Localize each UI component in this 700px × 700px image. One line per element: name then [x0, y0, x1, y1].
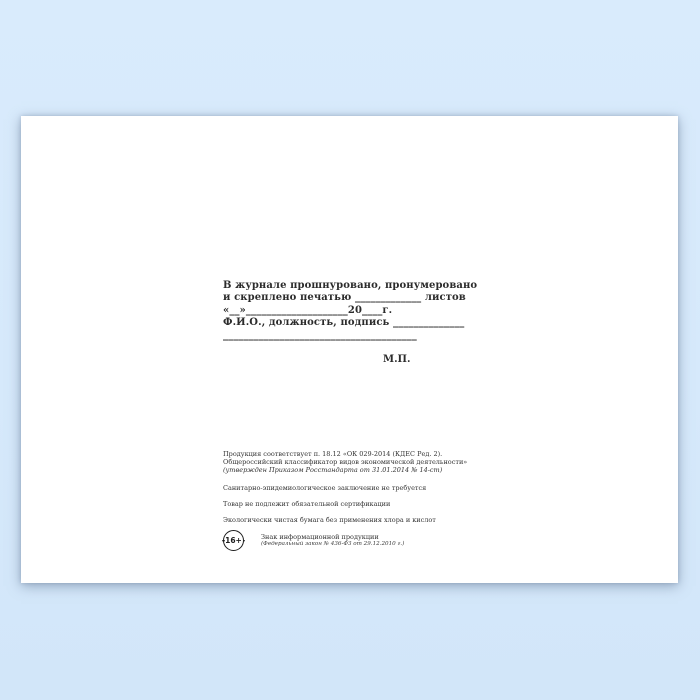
certification-note: Товар не подлежит обязательной сертификации: [223, 500, 391, 508]
fine-print-block: [223, 450, 468, 551]
stamp-place-label: М.П.: [383, 354, 411, 365]
stitch-line-3-date: «__»____________________20____г.: [223, 304, 393, 316]
compliance-line-3: (утвержден Приказом Росстандарта от 31.01.2014 № 14-ст): [223, 466, 443, 474]
age-16plus-badge-icon: 16+: [223, 530, 244, 551]
stitch-line-4-name-position-signature: Ф.И.О., должность, подпись ______________: [223, 317, 465, 329]
sanitary-note: Санитарно-эпидемиологическое заключение не требуется: [223, 484, 427, 492]
age-mark-law-reference: (Федеральный закон № 436-ФЗ от 29.12.2010 г.): [261, 541, 405, 547]
compliance-line-1: Продукция соответствует п. 18.12 «ОК 029-2014 (КДЕС Ред. 2).: [223, 450, 443, 458]
stitch-line-5-blank-line: ______________________________________: [223, 329, 417, 341]
stitch-line-1: В журнале прошнуровано, пронумеровано: [223, 280, 478, 291]
eco-paper-note: Экологически чистая бумага без применения хлора и кислот: [223, 516, 436, 524]
compliance-line-2: Общероссийский классификатор видов экономической деятельности»: [223, 458, 468, 466]
age-mark-label: Знак информационной продукции: [261, 533, 379, 541]
age-mark-row: [223, 530, 453, 551]
journal-back-page: [21, 116, 678, 583]
stitch-line-2: и скреплено печатью _____________ листов: [223, 292, 466, 304]
age-mark-text: [261, 530, 404, 548]
stitch-declaration-block: [223, 280, 478, 342]
